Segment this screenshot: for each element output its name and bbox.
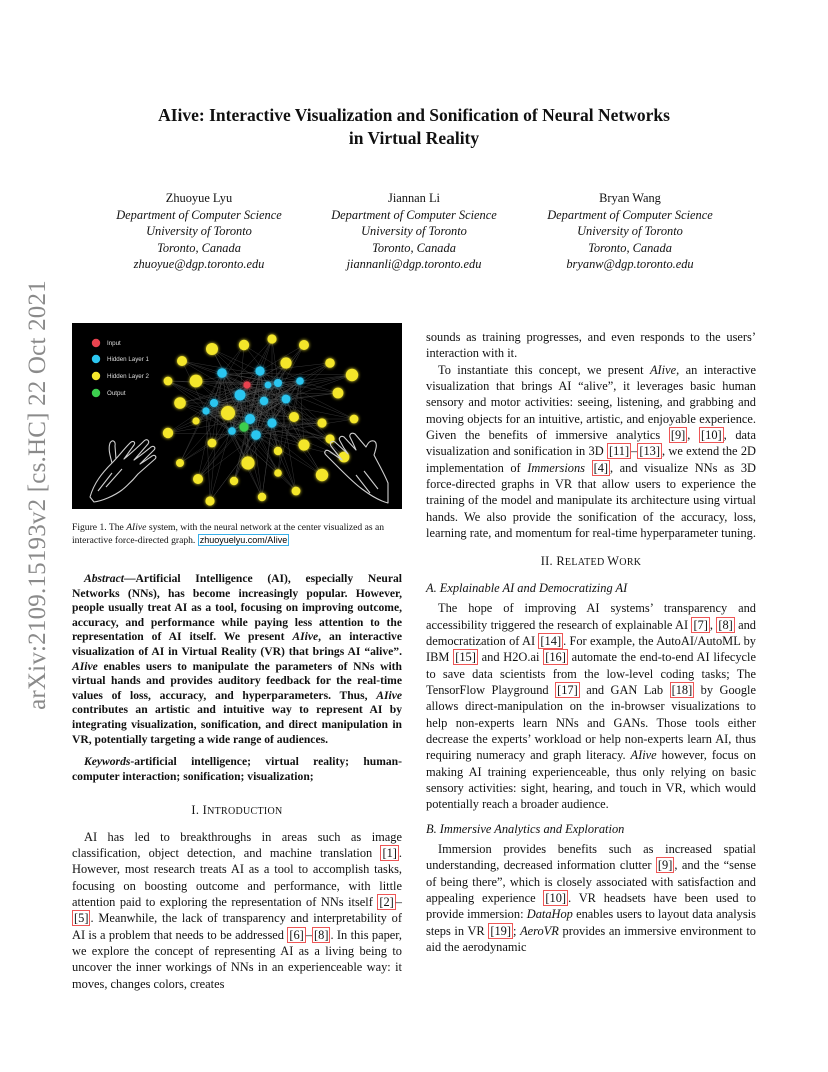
graph-node-hidden1	[235, 390, 246, 401]
citation[interactable]: [17]	[557, 682, 578, 697]
neural-network-visual	[72, 323, 402, 509]
graph-node-hidden1	[217, 368, 227, 378]
graph-node-hidden2	[258, 493, 266, 501]
subsection-heading-a: A. Explainable AI and Democratizing AI	[426, 580, 628, 595]
graph-node-hidden1	[267, 418, 276, 427]
graph-node-hidden2	[289, 412, 299, 422]
author-univ: University of Toronto	[577, 224, 683, 238]
graph-node-hidden1	[282, 395, 291, 404]
graph-node-hidden2	[193, 474, 203, 484]
graph-node-hidden1	[245, 414, 255, 424]
arxiv-stamp	[22, 280, 54, 710]
graph-node-hidden2	[192, 417, 199, 424]
section-heading-introduction: I. INTRODUCTION	[191, 803, 283, 818]
section-heading-related-work: II. RELATED WORK	[540, 554, 642, 569]
author-email: zhuoyue@dgp.toronto.edu	[133, 257, 265, 271]
graph-node-hidden1	[260, 397, 268, 405]
author-dept: Department of Computer Science	[116, 207, 282, 222]
abstract-lead: Abstract	[84, 572, 124, 585]
keywords-text: -artificial intelligence; virtual reality; human-computer interaction; sonification; visualization;	[72, 755, 402, 783]
graph-node-hidden2	[206, 343, 218, 355]
legend-hidden2-label: Hidden Layer 2	[107, 373, 149, 381]
abstract: Abstract—Artificial Intelligence (AI), especially Neural Networks (NNs), has become increasingly popular. However, people usually treat AI as a tool, focusing on improving outcome, accuracy, and performance while paying less attention to the representation of AI itself. We present AIive, an interactive visualization of AI in Virtual Reality (VR) that brings AI “alive”. AIive enables users to manipulate the parameters of NNs with virtual hands and provides auditory feedback for the real-time values of loss, accuracy, and hyperparameters. Thus, AIive contributes an artistic and intuitive way to represent AI by integrating visualization, sonification, and direct manipulation in VR, potentially targeting a wide range of audiences.	[72, 572, 402, 746]
graph-node-hidden2	[221, 406, 235, 420]
citation[interactable]: [6]	[289, 927, 304, 942]
citation[interactable]: [7]	[693, 617, 708, 632]
graph-node-hidden2	[205, 496, 214, 505]
author-block-3	[515, 190, 745, 273]
graph-node-hidden2	[317, 418, 326, 427]
author-block-1	[84, 190, 314, 273]
graph-node-output	[239, 422, 248, 431]
citation[interactable]: [8]	[314, 927, 329, 942]
graph-node-hidden2	[299, 340, 309, 350]
graph-node-hidden2	[274, 469, 282, 477]
citation[interactable]: [8]	[718, 617, 733, 632]
legend-input-label: Input	[107, 340, 121, 348]
citation[interactable]: [10]	[701, 428, 722, 443]
title-line-2: in Virtual Reality	[348, 128, 480, 148]
graph-node-hidden1	[296, 377, 304, 385]
intro-continuation: sounds as training progresses, and even responds to the users’ interaction with it.	[426, 330, 756, 361]
graph-node-hidden1	[202, 407, 209, 414]
author-city: Toronto, Canada	[157, 240, 241, 255]
citation[interactable]: [1]	[382, 846, 397, 860]
figure-1-image	[72, 323, 402, 509]
graph-node-hidden2	[176, 459, 184, 467]
graph-node-hidden1	[274, 379, 282, 387]
graph-node-hidden1	[251, 430, 261, 440]
graph-node-hidden2	[190, 375, 203, 388]
graph-node-hidden2	[346, 369, 358, 381]
citation[interactable]: [5]	[74, 911, 89, 926]
graph-node-hidden2	[280, 357, 291, 368]
graph-node-hidden2	[239, 340, 249, 350]
legend-hidden2-dot	[92, 372, 100, 380]
graph-node-hidden2	[316, 469, 328, 481]
legend-hidden1-label: Hidden Layer 1	[107, 356, 149, 364]
author-name: Zhuoyue Lyu	[165, 191, 233, 205]
citation[interactable]: [13]	[639, 444, 660, 459]
author-name: Bryan Wang	[599, 191, 661, 205]
citation[interactable]: [16]	[545, 650, 566, 665]
graph-node-hidden2	[325, 434, 334, 443]
citation[interactable]: [2]	[379, 895, 394, 910]
citation[interactable]: [9]	[670, 428, 686, 443]
author-dept: Department of Computer Science	[331, 207, 497, 222]
graph-node-hidden1	[228, 427, 236, 435]
graph-node-hidden2	[174, 397, 186, 409]
graph-node-hidden1	[210, 399, 218, 407]
graph-node-hidden2	[333, 388, 344, 399]
graph-node-hidden2	[292, 487, 301, 496]
right-column	[426, 329, 756, 955]
graph-node-hidden2	[163, 428, 173, 438]
author-email: bryanw@dgp.toronto.edu	[566, 257, 694, 271]
intro-paragraph: AI has led to breakthroughs in areas such as image classification, object detection, and machine translation [1] . However, most research treats AI as a tool to accomplish tasks, focusing on boosting outcome and performance, with little attention paid to exploring the representation of NNs itself [2] –[5] . Meanwhile, the lack of transparency and interpretability of AI is a problem that needs to be addressed [6] – [8] . In this paper, we explore the concept of representing AI as a living being to uncover the inner workings of NNs in an experienceable way: it moves, changes colors, creates	[72, 829, 402, 991]
intro-paragraph-2: To instantiate this concept, we present AIive, an interactive visualization that brings AI “alive”, it leverages basic human sensory and motor activities: seeing, listening, and grabbing and moving objects for an intuitive, artistic, and enjoyable experience. Given the benefits of immersive analytics [9] , [10] , data visualization and sonification in 3D [11] – [13] , we extend the 2D implementation of Immersions [4] , and visualize NNs as 3D force-directed graphs in VR that allow users to experience the training of the model and manipulate its architecture using virtual hands. We also provide the sonification of the accuracy, loss, learning rate, and momentum for real-time hyperparameter tuning.	[426, 362, 756, 541]
subsection-heading-b: B. Immersive Analytics and Exploration	[426, 821, 625, 836]
keywords	[72, 755, 402, 784]
caption-system: AIive	[126, 522, 147, 533]
graph-node-input	[243, 381, 250, 388]
graph-node-hidden2	[350, 415, 359, 424]
graph-node-hidden2	[298, 439, 309, 450]
paper-title	[0, 104, 828, 150]
author-dept: Department of Computer Science	[547, 207, 713, 222]
citation[interactable]: [15]	[455, 650, 476, 665]
citation[interactable]: [10]	[545, 891, 567, 905]
author-name: Jiannan Li	[388, 191, 440, 205]
legend-output-label: Output	[107, 390, 126, 398]
graph-node-hidden1	[265, 382, 272, 389]
citation[interactable]: [18]	[671, 682, 693, 697]
citation[interactable]: [11]	[608, 444, 630, 459]
graph-node-hidden2	[267, 334, 276, 343]
graph-node-hidden2	[208, 439, 217, 448]
caption-prefix: Figure 1. The	[72, 522, 127, 533]
author-block-2	[299, 190, 529, 273]
graph-node-hidden2	[274, 447, 282, 455]
caption-rest: system, with the neural network at the center visualized as an interactive force-directed graph.	[72, 522, 385, 547]
legend-hidden1-dot	[92, 355, 100, 363]
citation[interactable]: [4]	[593, 460, 609, 475]
keywords-lead: Keywords	[84, 755, 131, 769]
author-city: Toronto, Canada	[372, 240, 456, 255]
related-paragraph-b: Immersion provides benefits such as increased spatial understanding, decreased information clutter [9] , and the “sense of being there”, which is closely associated with satisfaction and appealing experience [10] . VR headsets have been used to provide immersion: DataHop enables users to layout data analysis steps in VR [19] ; AeroVR provides an immersive environment to aid the aerodynamic	[426, 841, 757, 955]
graph-node-hidden2	[230, 477, 238, 485]
caption-link[interactable]: zhuoyuelyu.com/AIive	[199, 535, 288, 546]
title-line-1: AIive: Interactive Visualization and Sonification of Neural Networks	[158, 105, 670, 125]
legend-output-dot	[92, 389, 100, 397]
author-email: jiannanli@dgp.toronto.edu	[346, 257, 482, 271]
graph-node-hidden2	[325, 358, 335, 368]
graph-node-hidden2	[164, 377, 173, 386]
graph-node-hidden2	[241, 456, 254, 469]
left-column	[72, 572, 402, 992]
related-paragraph-a: The hope of improving AI systems’ transparency and accessibility triggered the research of explainable AI [7] , [8] and democratization of AI [14] . For example, the AutoAI/AutoML by IBM [15] and H2O.ai [16] automate the end-to-end AI lifecycle to save data scientists from the low-level coding tasks; The TensorFlow Playground [17] and GAN Lab [18] by Google allows direct-manipulation on the in-browser visualizations to help non-experts learn NNs and GANs. Those tools either decrease the experts’ workload or help non-experts learn AI, thus requiring numeracy and graph literacy. AIive however, focus on making AI training experienceable, thus only relying on basic sensory activities: sight, hearing, and touch in VR, which would potentially reach a broader audience.	[426, 601, 756, 812]
arxiv-id: arXiv:2109.15193v2 [cs.HC] 22 Oct 2021	[24, 280, 51, 710]
legend-input-dot	[92, 339, 100, 347]
author-city: Toronto, Canada	[588, 240, 672, 255]
author-univ: University of Toronto	[146, 224, 252, 238]
graph-node-hidden2	[177, 356, 187, 366]
author-univ: University of Toronto	[361, 224, 467, 238]
citation[interactable]: [14]	[540, 633, 562, 648]
figure-caption	[72, 522, 402, 548]
citation[interactable]: [19]	[490, 923, 511, 938]
citation[interactable]: [9]	[657, 858, 673, 873]
graph-node-hidden1	[255, 366, 264, 375]
